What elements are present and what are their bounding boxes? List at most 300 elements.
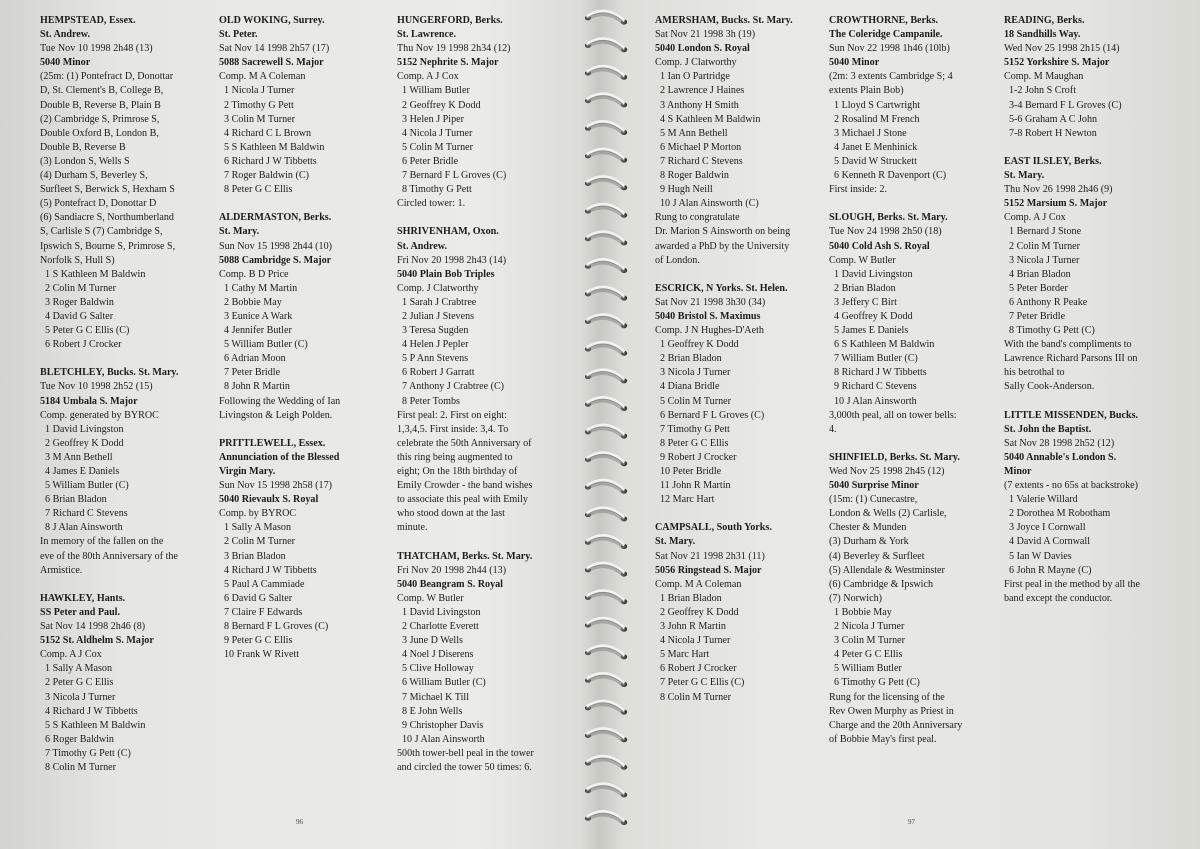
ringer-line: 1 Bernard J Stone [1009, 226, 1082, 238]
peal-line: Thu Nov 19 1998 2h34 (12) [397, 43, 511, 55]
peal-line: Surfleet S, Berwick S, Hexham S [40, 184, 175, 196]
spiral-coil [585, 149, 627, 162]
spiral-coil [585, 11, 627, 24]
ringer-line: 5 William Butler [834, 663, 902, 675]
ringer-line: 7 Timothy G Pett (C) [45, 747, 131, 759]
ringer-line: 5 James E Daniels [834, 325, 909, 337]
ringer-line: 1 William Butler [402, 85, 470, 97]
peal-line: 3,000th peal, all on tower bells: [829, 409, 957, 421]
ringer-line: 8 Bernard F L Groves (C) [224, 621, 329, 633]
peal-line: of London. [655, 254, 700, 266]
spiral-coil [585, 67, 627, 80]
peal-line: London & Wells (2) Carlisle, [829, 508, 947, 520]
peal-heading: HAWKLEY, Hants. [40, 592, 126, 604]
ringer-line: 10 Peter Bridle [660, 466, 722, 477]
peal-line: Sat Nov 21 1998 3h30 (34) [655, 296, 766, 308]
ringer-line: 2 Timothy G Pett [224, 99, 294, 111]
ringer-line: 4 Helen J Pepler [402, 339, 469, 351]
peal-line: Thu Nov 26 1998 2h46 (9) [1004, 184, 1113, 196]
peal-line: Sun Nov 15 1998 2h44 (10) [219, 240, 332, 252]
peal-line: (25m: (1) Pontefract D, Donottar [40, 71, 174, 83]
peal-line: St. John the Baptist. [1004, 423, 1092, 435]
peal-heading: SHRIVENHAM, Oxon. [397, 226, 499, 238]
peal-heading: CAMPSALL, South Yorks. [655, 522, 772, 534]
ringer-line: 5 Colin M Turner [402, 141, 473, 153]
ringer-line: 1 David Livingston [402, 606, 481, 618]
ringer-line: 1 Geoffrey K Dodd [660, 339, 739, 351]
spiral-coil [585, 812, 627, 825]
spiral-coil [585, 757, 627, 770]
spiral-coil [585, 453, 627, 466]
peal-line: 5056 Ringstead S. Major [655, 564, 762, 576]
ringer-line: 1 Sarah J Crabtree [402, 296, 477, 308]
ringer-line: 8 Peter G C Ellis [660, 437, 729, 449]
peal-line: Wed Nov 25 1998 2h45 (12) [829, 466, 945, 477]
peal-line: 5088 Cambridge S. Major [219, 254, 332, 266]
ringer-line: 1 David Livingston [45, 423, 124, 435]
peal-line: awarded a PhD by the University [655, 240, 790, 252]
ringer-line: 7 Peter G C Ellis (C) [660, 677, 745, 689]
ringer-line: 7 Richard C Stevens [45, 508, 128, 520]
peal-line: Sat Nov 14 1998 2h46 (8) [40, 621, 146, 633]
ringer-line: 9 Peter G C Ellis [224, 635, 293, 647]
ringer-line: 6 Kenneth R Davenport (C) [834, 170, 947, 182]
ringer-line: 6 Robert J Crocker [660, 663, 737, 675]
spiral-coil [585, 481, 627, 494]
peal-record [829, 211, 962, 437]
ringer-line: 4 Janet E Menhinick [834, 141, 918, 153]
peal-line: Charge and the 20th Anniversary [829, 719, 963, 731]
ringer-line: 3 Michael J Stone [834, 127, 907, 139]
peal-line: Wed Nov 25 1998 2h15 (14) [1004, 43, 1120, 55]
ringer-line: 6 Robert J Crocker [45, 339, 122, 351]
ringer-line: 3 Eunice A Wark [224, 310, 293, 322]
ringer-line: 6 Michael P Morton [660, 141, 742, 153]
peal-line: St. Mary. [1004, 170, 1045, 182]
peal-line: S, Carlisle S (7) Cambridge S, [40, 226, 163, 238]
peal-line: Chester & Munden [829, 522, 907, 534]
ringer-line: 2 Colin M Turner [45, 282, 116, 294]
ringer-line: 5 S Kathleen M Baldwin [224, 141, 325, 153]
ringer-line: 9 Richard C Stevens [834, 381, 917, 393]
peal-line: Sun Nov 22 1998 1h46 (10lb) [829, 43, 950, 55]
column-3 [397, 14, 534, 789]
peal-heading: ESCRICK, N Yorks. St. Helen. [655, 282, 788, 294]
peal-line: 5040 Bristol S. Maximus [655, 310, 761, 322]
ringer-line: 7 Richard C Stevens [660, 155, 743, 167]
peal-line: Comp. M A Coleman [219, 71, 306, 83]
peal-line: Comp. B D Price [219, 268, 289, 280]
ringer-line: 3 Colin M Turner [834, 635, 905, 647]
peal-line: (4) Beverley & Surfleet [829, 550, 925, 562]
ringer-line: 6 Bernard F L Groves (C) [660, 409, 765, 421]
ringer-line: 7 Michael K Till [402, 691, 470, 703]
spiral-coil [585, 674, 627, 687]
ringer-line: 4 Richard J W Tibbetts [45, 705, 138, 717]
ringer-line: 5 William Butler (C) [224, 339, 308, 351]
peal-line: Comp. A J Cox [40, 649, 102, 661]
ringer-line: 6 Anthony R Peake [1009, 296, 1088, 308]
peal-line: Norfolk S, Hull S) [40, 254, 115, 266]
peal-line: (3) Durham & York [829, 536, 909, 548]
peal-record [1004, 14, 1140, 141]
peal-line: (5) Pontefract D, Donottar D [40, 198, 157, 210]
ringer-line: 8 J Alan Ainsworth [45, 522, 123, 534]
ringer-line: 1-2 John S Croft [1009, 85, 1077, 97]
peal-line: 500th tower-bell peal in the tower [397, 747, 534, 759]
ringer-line: 9 Robert J Crocker [660, 451, 737, 463]
peal-line: Comp. A J Cox [397, 71, 459, 83]
peal-line: 5040 Surprise Minor [829, 480, 919, 492]
ringer-line: 6 John R Mayne (C) [1009, 564, 1092, 576]
ringer-line: 2 Rosalind M French [834, 113, 920, 125]
peal-line: Comp. J Clatworthy [655, 57, 737, 69]
peal-heading: CROWTHORNE, Berks. [829, 15, 939, 26]
peal-line: this ring being augmented to [397, 451, 513, 463]
peal-record [829, 14, 962, 197]
spiral-coil [585, 729, 627, 742]
peal-line: Comp. J Clatworthy [397, 282, 479, 294]
spiral-coil [585, 398, 627, 411]
peal-line: eve of the 80th Anniversary of the [40, 550, 178, 562]
ringer-line: 6 Robert J Garratt [402, 367, 475, 379]
peal-line: Lawrence Richard Parsons III on [1004, 353, 1138, 365]
peal-heading: SLOUGH, Berks. St. Mary. [829, 212, 948, 224]
ringer-line: 8 Timothy G Pett (C) [1009, 325, 1095, 337]
ringer-line: 8 Richard J W Tibbetts [834, 367, 927, 379]
peal-line: to associate this peal with Emily [397, 494, 528, 506]
peal-record [219, 437, 340, 663]
spiral-binding [582, 0, 632, 849]
peal-line: Sat Nov 28 1998 2h52 (12) [1004, 437, 1115, 449]
peal-line: St. Mary. [655, 536, 696, 548]
spiral-coil [585, 425, 627, 438]
ringer-line: 10 Frank W Rivett [224, 649, 300, 661]
peal-line: St. Lawrence. [397, 29, 456, 41]
spiral-coil [585, 343, 627, 356]
ringer-line: 2 Peter G C Ellis [45, 677, 114, 689]
peal-heading: ALDERMASTON, Berks. [219, 212, 332, 224]
ringer-line: 6 William Butler (C) [402, 677, 486, 689]
ringer-line: 6 Peter Bridle [402, 155, 459, 167]
peal-line: Armistice. [40, 564, 83, 576]
spiral-coil [585, 591, 627, 604]
ringer-line: 6 David G Salter [224, 592, 293, 604]
ringer-line: 4 Diana Bridle [660, 381, 720, 393]
peal-line: Sat Nov 21 1998 3h (19) [655, 29, 756, 41]
peal-line: D, St. Clement's B, College B, [40, 85, 164, 97]
peal-line: 5088 Sacrewell S. Major [219, 57, 324, 69]
ringer-line: 8 Peter G C Ellis [224, 184, 293, 196]
ringer-line: 1 Valerie Willard [1009, 494, 1078, 506]
ringer-line: 5 P Ann Stevens [402, 353, 469, 365]
peal-line: Sat Nov 14 1998 2h57 (17) [219, 43, 330, 55]
ringer-line: 2 Brian Bladon [660, 353, 722, 365]
peal-line: Fri Nov 20 1998 2h44 (13) [397, 564, 507, 576]
peal-line: Double Oxford B, London B, [40, 127, 159, 139]
spiral-coil [585, 536, 627, 549]
peal-line: extents Plain Bob) [829, 85, 904, 97]
ringer-line: 5 Clive Holloway [402, 663, 474, 675]
ringer-line: 7 Roger Baldwin (C) [224, 170, 309, 182]
spiral-coil [585, 646, 627, 659]
peal-record [829, 451, 962, 747]
peal-line: of Bobbie May's first peal. [829, 733, 937, 745]
ringer-line: 8 Roger Baldwin [660, 170, 729, 182]
peal-line: Sat Nov 21 1998 2h31 (11) [655, 550, 765, 562]
ringer-line: 3 Anthony H Smith [660, 99, 739, 111]
ringer-line: 1 Cathy M Martin [224, 282, 298, 294]
peal-line: (7) Norwich) [829, 592, 882, 604]
peal-line: (2) Cambridge S, Primrose S, [40, 113, 160, 125]
ringer-line: 9 Christopher Davis [402, 719, 484, 731]
peal-line: St. Mary. [219, 226, 260, 238]
ringer-line: 3 Colin M Turner [224, 113, 295, 125]
ringer-line: 8 John R Martin [224, 381, 290, 393]
ringer-line: 6 S Kathleen M Baldwin [834, 339, 935, 351]
ringer-line: 5 Peter Border [1009, 282, 1068, 294]
ringer-line: 3 June D Wells [402, 635, 463, 647]
ringer-line: 3 Nicola J Turner [45, 691, 116, 703]
ringer-line: 1 S Kathleen M Baldwin [45, 268, 146, 280]
ringer-line: 6 Timothy G Pett (C) [834, 677, 920, 689]
peal-line: 5152 Yorkshire S. Major [1004, 57, 1110, 69]
peal-record [1004, 155, 1140, 395]
peal-heading: THATCHAM, Berks. St. Mary. [397, 550, 533, 562]
peal-line: St. Andrew. [397, 240, 448, 252]
peal-line: First peal in the method by all the [1004, 578, 1140, 590]
ringer-line: 5 S Kathleen M Baldwin [45, 719, 146, 731]
ringer-line: 3 Nicola J Turner [1009, 254, 1080, 266]
peal-line: Comp. W Butler [397, 592, 464, 604]
ringer-line: 3 Helen J Piper [402, 113, 464, 125]
ringer-line: 2 Nicola J Turner [834, 621, 905, 633]
peal-line: and circled the tower 50 times: 6. [397, 761, 532, 773]
spiral-coil [585, 39, 627, 52]
peal-line: Tue Nov 10 1998 2h52 (15) [40, 381, 153, 393]
peal-record [40, 366, 178, 577]
peal-line: Double B, Reverse B, Plain B [40, 99, 161, 111]
spiral-coil [585, 177, 627, 190]
ringer-line: 10 J Alan Ainsworth [834, 395, 917, 407]
ringer-line: 8 Colin M Turner [660, 691, 731, 703]
peal-line: In memory of the fallen on the [40, 536, 164, 548]
peal-line: eight; On the 18th birthday of [397, 466, 518, 477]
peal-line: 5040 Minor [40, 57, 91, 69]
peal-line: (6) Sandiacre S, Northumberland [40, 212, 174, 224]
peal-line: Ipswich S, Bourne S, Primrose S, [40, 240, 176, 252]
ringer-line: 4 Richard J W Tibbetts [224, 564, 317, 576]
ringer-line: 3 Teresa Sugden [402, 325, 469, 337]
left-page-number: 96 [296, 818, 303, 826]
ringer-line: 4 Brian Bladon [1009, 268, 1071, 280]
peal-line: who stood down at the last [397, 508, 505, 520]
ringer-line: 5 William Butler (C) [45, 480, 129, 492]
peal-record [655, 14, 793, 268]
spiral-coil [585, 508, 627, 521]
ringer-line: 5 Marc Hart [660, 649, 710, 661]
peal-record [397, 225, 534, 535]
peal-line: Following the Wedding of Ian [219, 395, 341, 407]
ringer-line: 5 David W Struckett [834, 155, 917, 167]
spiral-coil [585, 370, 627, 383]
peal-line: (6) Cambridge & Ipswich [829, 578, 933, 590]
spiral-coil [585, 287, 627, 300]
peal-line: Comp. by BYROC [219, 508, 297, 520]
peal-line: (2m: 3 extents Cambridge S; 4 [829, 71, 953, 83]
peal-record [397, 14, 534, 211]
ringer-line: 2 Colin M Turner [224, 536, 295, 548]
peal-line: Comp. M A Coleman [655, 578, 742, 590]
peal-line: Comp. M Maughan [1004, 71, 1084, 83]
ringer-line: 2 Brian Bladon [834, 282, 896, 294]
peal-line: 1,3,4,5. First inside: 3,4. To [397, 423, 509, 435]
spiral-coil [585, 232, 627, 245]
spiral-coil [585, 701, 627, 714]
ringer-line: 9 Hugh Neill [660, 184, 713, 196]
peal-line: 5184 Umbala S. Major [40, 395, 138, 407]
ringer-line: 1 David Livingston [834, 268, 913, 280]
peal-line: 5152 St. Aldhelm S. Major [40, 635, 154, 647]
ringer-line: 4 James E Daniels [45, 466, 120, 477]
ringer-line: 3 Jeffery C Birt [834, 296, 897, 308]
ringer-line: 2 Geoffrey K Dodd [402, 99, 481, 111]
peal-line: SS Peter and Paul. [40, 606, 121, 618]
ringer-line: 5 Colin M Turner [660, 395, 731, 407]
peal-line: St. Andrew. [40, 29, 91, 41]
peal-line: Sally Cook-Anderson. [1004, 381, 1095, 393]
ringer-line: 3 Nicola J Turner [660, 367, 731, 379]
peal-line: Circled tower: 1. [397, 198, 466, 210]
spiral-coil [585, 260, 627, 273]
spiral-coil [585, 122, 627, 135]
peal-line: 5040 Beangram S. Royal [397, 578, 503, 590]
ringer-line: 3 Roger Baldwin [45, 296, 114, 308]
ringer-line: 1 Sally A Mason [45, 663, 113, 675]
ringer-line: 8 Peter Tombs [402, 395, 460, 407]
peal-line: Annunciation of the Blessed [219, 451, 340, 463]
peal-line: Comp. J N Hughes-D'Aeth [655, 325, 764, 337]
peal-heading: LITTLE MISSENDEN, Bucks. [1004, 409, 1139, 421]
peal-heading: SHINFIELD, Berks. St. Mary. [829, 451, 960, 463]
ringer-line: 3 Joyce I Cornwall [1009, 522, 1086, 534]
peal-line: 5040 Plain Bob Triples [397, 268, 495, 280]
peal-line: The Coleridge Campanile. [829, 29, 943, 41]
peal-line: Tue Nov 24 1998 2h50 (18) [829, 226, 942, 238]
spiral-coil [585, 619, 627, 632]
ringer-line: 6 Adrian Moon [224, 353, 286, 365]
peal-record [397, 550, 534, 776]
ringer-line: 1 Nicola J Turner [224, 85, 295, 97]
spiral-coil [585, 205, 627, 218]
ringer-line: 2 Bobbie May [224, 296, 282, 308]
peal-line: 5152 Marsium S. Major [1004, 198, 1108, 210]
ringer-line: 10 J Alan Ainsworth [402, 733, 485, 745]
ringer-line: 5 M Ann Bethell [660, 127, 728, 139]
spiral-coil [585, 563, 627, 576]
ringer-line: 4 Peter G C Ellis [834, 649, 903, 661]
ringer-line: 5 Paul A Cammiade [224, 578, 305, 590]
ringer-line: 8 Colin M Turner [45, 761, 116, 773]
peal-line: 4. [829, 423, 837, 435]
ringer-line: 4 Nicola J Turner [402, 127, 473, 139]
ringer-line: 3 John R Martin [660, 621, 726, 633]
peal-line: 5040 Rievaulx S. Royal [219, 494, 319, 506]
ringer-line: 7 Claire F Edwards [224, 606, 303, 618]
ringer-line: 2 Lawrence J Haines [660, 85, 745, 97]
ringer-line: 8 Timothy G Pett [402, 184, 472, 196]
ringer-line: 1 Brian Bladon [660, 592, 722, 604]
peal-heading: EAST ILSLEY, Berks. [1004, 155, 1102, 167]
ringer-line: 4 Noel J Diserens [402, 649, 474, 661]
peal-record [1004, 409, 1140, 606]
peal-line: Rung for the licensing of the [829, 691, 945, 703]
column-6 [1004, 14, 1140, 620]
peal-line: 5040 Annable's London S. [1004, 451, 1117, 463]
ringer-line: 7 Bernard F L Groves (C) [402, 170, 507, 182]
ringer-line: 7-8 Robert H Newton [1009, 127, 1097, 139]
ringer-line: 2 Dorothea M Robotham [1009, 508, 1111, 520]
ringer-line: 3-4 Bernard F L Groves (C) [1009, 99, 1122, 111]
peal-record [219, 211, 340, 422]
peal-line: (15m: (1) Cunecastre, [829, 494, 918, 506]
ringer-line: 7 Anthony J Crabtree (C) [402, 381, 505, 393]
peal-line: Rung to congratulate [655, 212, 740, 224]
peal-heading: HEMPSTEAD, Essex. [40, 15, 136, 26]
peal-line: band except the conductor. [1004, 592, 1113, 604]
ringer-line: 5 Peter G C Ellis (C) [45, 325, 130, 337]
peal-line: Minor [1004, 466, 1032, 477]
peal-line: celebrate the 50th Anniversary of [397, 437, 532, 449]
peal-heading: BLETCHLEY, Bucks. St. Mary. [40, 367, 179, 379]
peal-heading: PRITTLEWELL, Essex. [219, 437, 326, 449]
peal-line: St. Peter. [219, 29, 258, 41]
right-page-number: 97 [908, 818, 915, 826]
peal-record [219, 14, 340, 197]
ringer-line: 4 Jennifer Butler [224, 325, 292, 337]
ringer-line: 1 Sally A Mason [224, 522, 292, 534]
ringer-line: 6 Roger Baldwin [45, 733, 114, 745]
peal-line: With the band's compliments to [1004, 339, 1132, 351]
peal-line: Tue Nov 10 1998 2h48 (13) [40, 43, 153, 55]
ringer-line: 7 Timothy G Pett [660, 423, 730, 435]
ringer-line: 3 M Ann Bethell [45, 451, 113, 463]
ringer-line: 6 Brian Bladon [45, 494, 107, 506]
peal-line: Livingston & Leigh Polden. [219, 409, 333, 421]
ringer-line: 2 Julian J Stevens [402, 310, 475, 322]
peal-heading: AMERSHAM, Bucks. St. Mary. [655, 15, 793, 26]
peal-record [655, 521, 793, 704]
ringer-line: 10 J Alan Ainsworth (C) [660, 198, 759, 210]
peal-line: Comp. generated by BYROC [40, 409, 159, 421]
ringer-line: 4 Geoffrey K Dodd [834, 310, 913, 322]
peal-line: Double B, Reverse B [40, 141, 126, 153]
spiral-coil [585, 94, 627, 107]
peal-line: (5) Allendale & Westminster [829, 564, 945, 576]
spiral-coil [585, 784, 627, 797]
ringer-line: 5-6 Graham A C John [1009, 113, 1098, 125]
peal-line: Comp. A J Cox [1004, 212, 1066, 224]
ringer-line: 5 Ian W Davies [1009, 550, 1072, 562]
ringer-line: 2 Colin M Turner [1009, 240, 1080, 252]
ringer-line: 2 Geoffrey K Dodd [660, 606, 739, 618]
peal-record [40, 592, 178, 775]
peal-line: First inside: 2. [829, 184, 888, 196]
peal-line: 5152 Nephrite S. Major [397, 57, 499, 69]
peal-line: Dr. Marion S Ainsworth on being [655, 226, 791, 238]
peal-line: (3) London S, Wells S [40, 155, 130, 167]
peal-line: minute. [397, 522, 428, 534]
